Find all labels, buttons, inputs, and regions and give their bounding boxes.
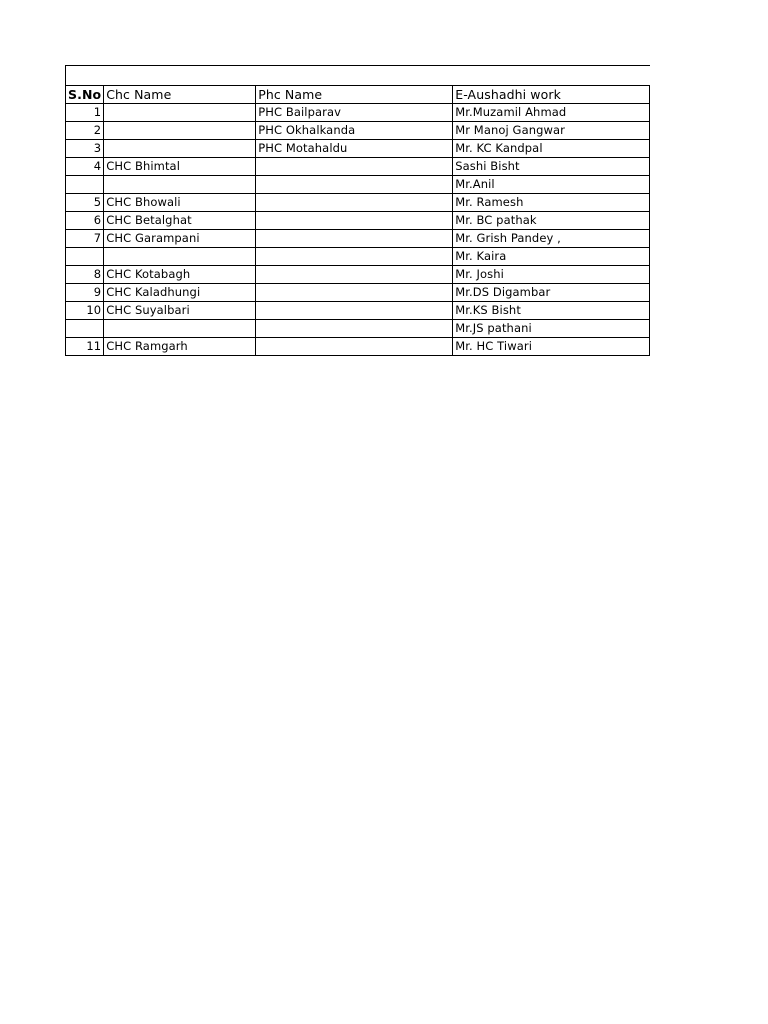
cell-phc-name: [256, 248, 453, 266]
cell-sno: [66, 320, 104, 338]
header-phc-name: Phc Name: [256, 86, 453, 104]
cell-chc-name: CHC Betalghat: [104, 212, 256, 230]
table-row: [66, 158, 650, 176]
cell-phc-name: [256, 266, 453, 284]
cell-chc-name: CHC Suyalbari: [104, 302, 256, 320]
cell-sno: 2: [66, 122, 104, 140]
blank-title-row: [66, 66, 650, 86]
blank-cell: [66, 66, 650, 86]
cell-sno: 4: [66, 158, 104, 176]
header-eaushadhi-work: E-Aushadhi work: [453, 86, 650, 104]
cell-chc-name: CHC Bhimtal: [104, 158, 256, 176]
cell-sno: 11: [66, 338, 104, 356]
cell-phc-name: [256, 320, 453, 338]
cell-eaushadhi-work: Mr. KC Kandpal: [453, 140, 650, 158]
header-sno: S.No: [66, 86, 104, 104]
cell-eaushadhi-work: Mr Manoj Gangwar: [453, 122, 650, 140]
cell-chc-name: [104, 140, 256, 158]
table-row: [66, 140, 650, 158]
cell-eaushadhi-work: Mr. Ramesh: [453, 194, 650, 212]
table-row: [66, 338, 650, 356]
cell-chc-name: CHC Kotabagh: [104, 266, 256, 284]
cell-phc-name: [256, 284, 453, 302]
cell-chc-name: [104, 320, 256, 338]
cell-eaushadhi-work: Mr. Joshi: [453, 266, 650, 284]
table-row: [66, 194, 650, 212]
cell-eaushadhi-work: Mr.DS Digambar: [453, 284, 650, 302]
cell-phc-name: [256, 158, 453, 176]
cell-sno: 6: [66, 212, 104, 230]
table-row: [66, 248, 650, 266]
eaushadhi-table: [65, 65, 650, 356]
cell-eaushadhi-work: Sashi Bisht: [453, 158, 650, 176]
cell-phc-name: [256, 212, 453, 230]
cell-sno: 5: [66, 194, 104, 212]
table-row: [66, 230, 650, 248]
cell-phc-name: [256, 230, 453, 248]
table-row: [66, 284, 650, 302]
cell-sno: [66, 248, 104, 266]
cell-chc-name: [104, 122, 256, 140]
table-row: [66, 320, 650, 338]
cell-chc-name: [104, 104, 256, 122]
cell-sno: 3: [66, 140, 104, 158]
cell-eaushadhi-work: Mr.KS Bisht: [453, 302, 650, 320]
cell-eaushadhi-work: Mr.Muzamil Ahmad: [453, 104, 650, 122]
cell-phc-name: PHC Bailparav: [256, 104, 453, 122]
cell-phc-name: PHC Motahaldu: [256, 140, 453, 158]
cell-chc-name: CHC Garampani: [104, 230, 256, 248]
table-row: [66, 266, 650, 284]
cell-phc-name: [256, 176, 453, 194]
cell-phc-name: [256, 302, 453, 320]
cell-eaushadhi-work: Mr. Kaira: [453, 248, 650, 266]
cell-sno: 10: [66, 302, 104, 320]
cell-eaushadhi-work: Mr.JS pathani: [453, 320, 650, 338]
cell-sno: 9: [66, 284, 104, 302]
table-row: [66, 302, 650, 320]
cell-sno: 8: [66, 266, 104, 284]
cell-sno: 7: [66, 230, 104, 248]
table-row: [66, 212, 650, 230]
table-row: [66, 104, 650, 122]
cell-phc-name: [256, 194, 453, 212]
header-chc-name: Chc Name: [104, 86, 256, 104]
header-row: [66, 86, 650, 104]
cell-chc-name: CHC Bhowali: [104, 194, 256, 212]
cell-eaushadhi-work: Mr. BC pathak: [453, 212, 650, 230]
cell-chc-name: [104, 248, 256, 266]
cell-sno: [66, 176, 104, 194]
cell-chc-name: CHC Kaladhungi: [104, 284, 256, 302]
cell-eaushadhi-work: Mr.Anil: [453, 176, 650, 194]
cell-sno: 1: [66, 104, 104, 122]
cell-phc-name: PHC Okhalkanda: [256, 122, 453, 140]
cell-eaushadhi-work: Mr. HC Tiwari: [453, 338, 650, 356]
cell-chc-name: [104, 176, 256, 194]
cell-chc-name: CHC Ramgarh: [104, 338, 256, 356]
table-row: [66, 122, 650, 140]
cell-eaushadhi-work: Mr. Grish Pandey ,: [453, 230, 650, 248]
table-row: [66, 176, 650, 194]
cell-phc-name: [256, 338, 453, 356]
